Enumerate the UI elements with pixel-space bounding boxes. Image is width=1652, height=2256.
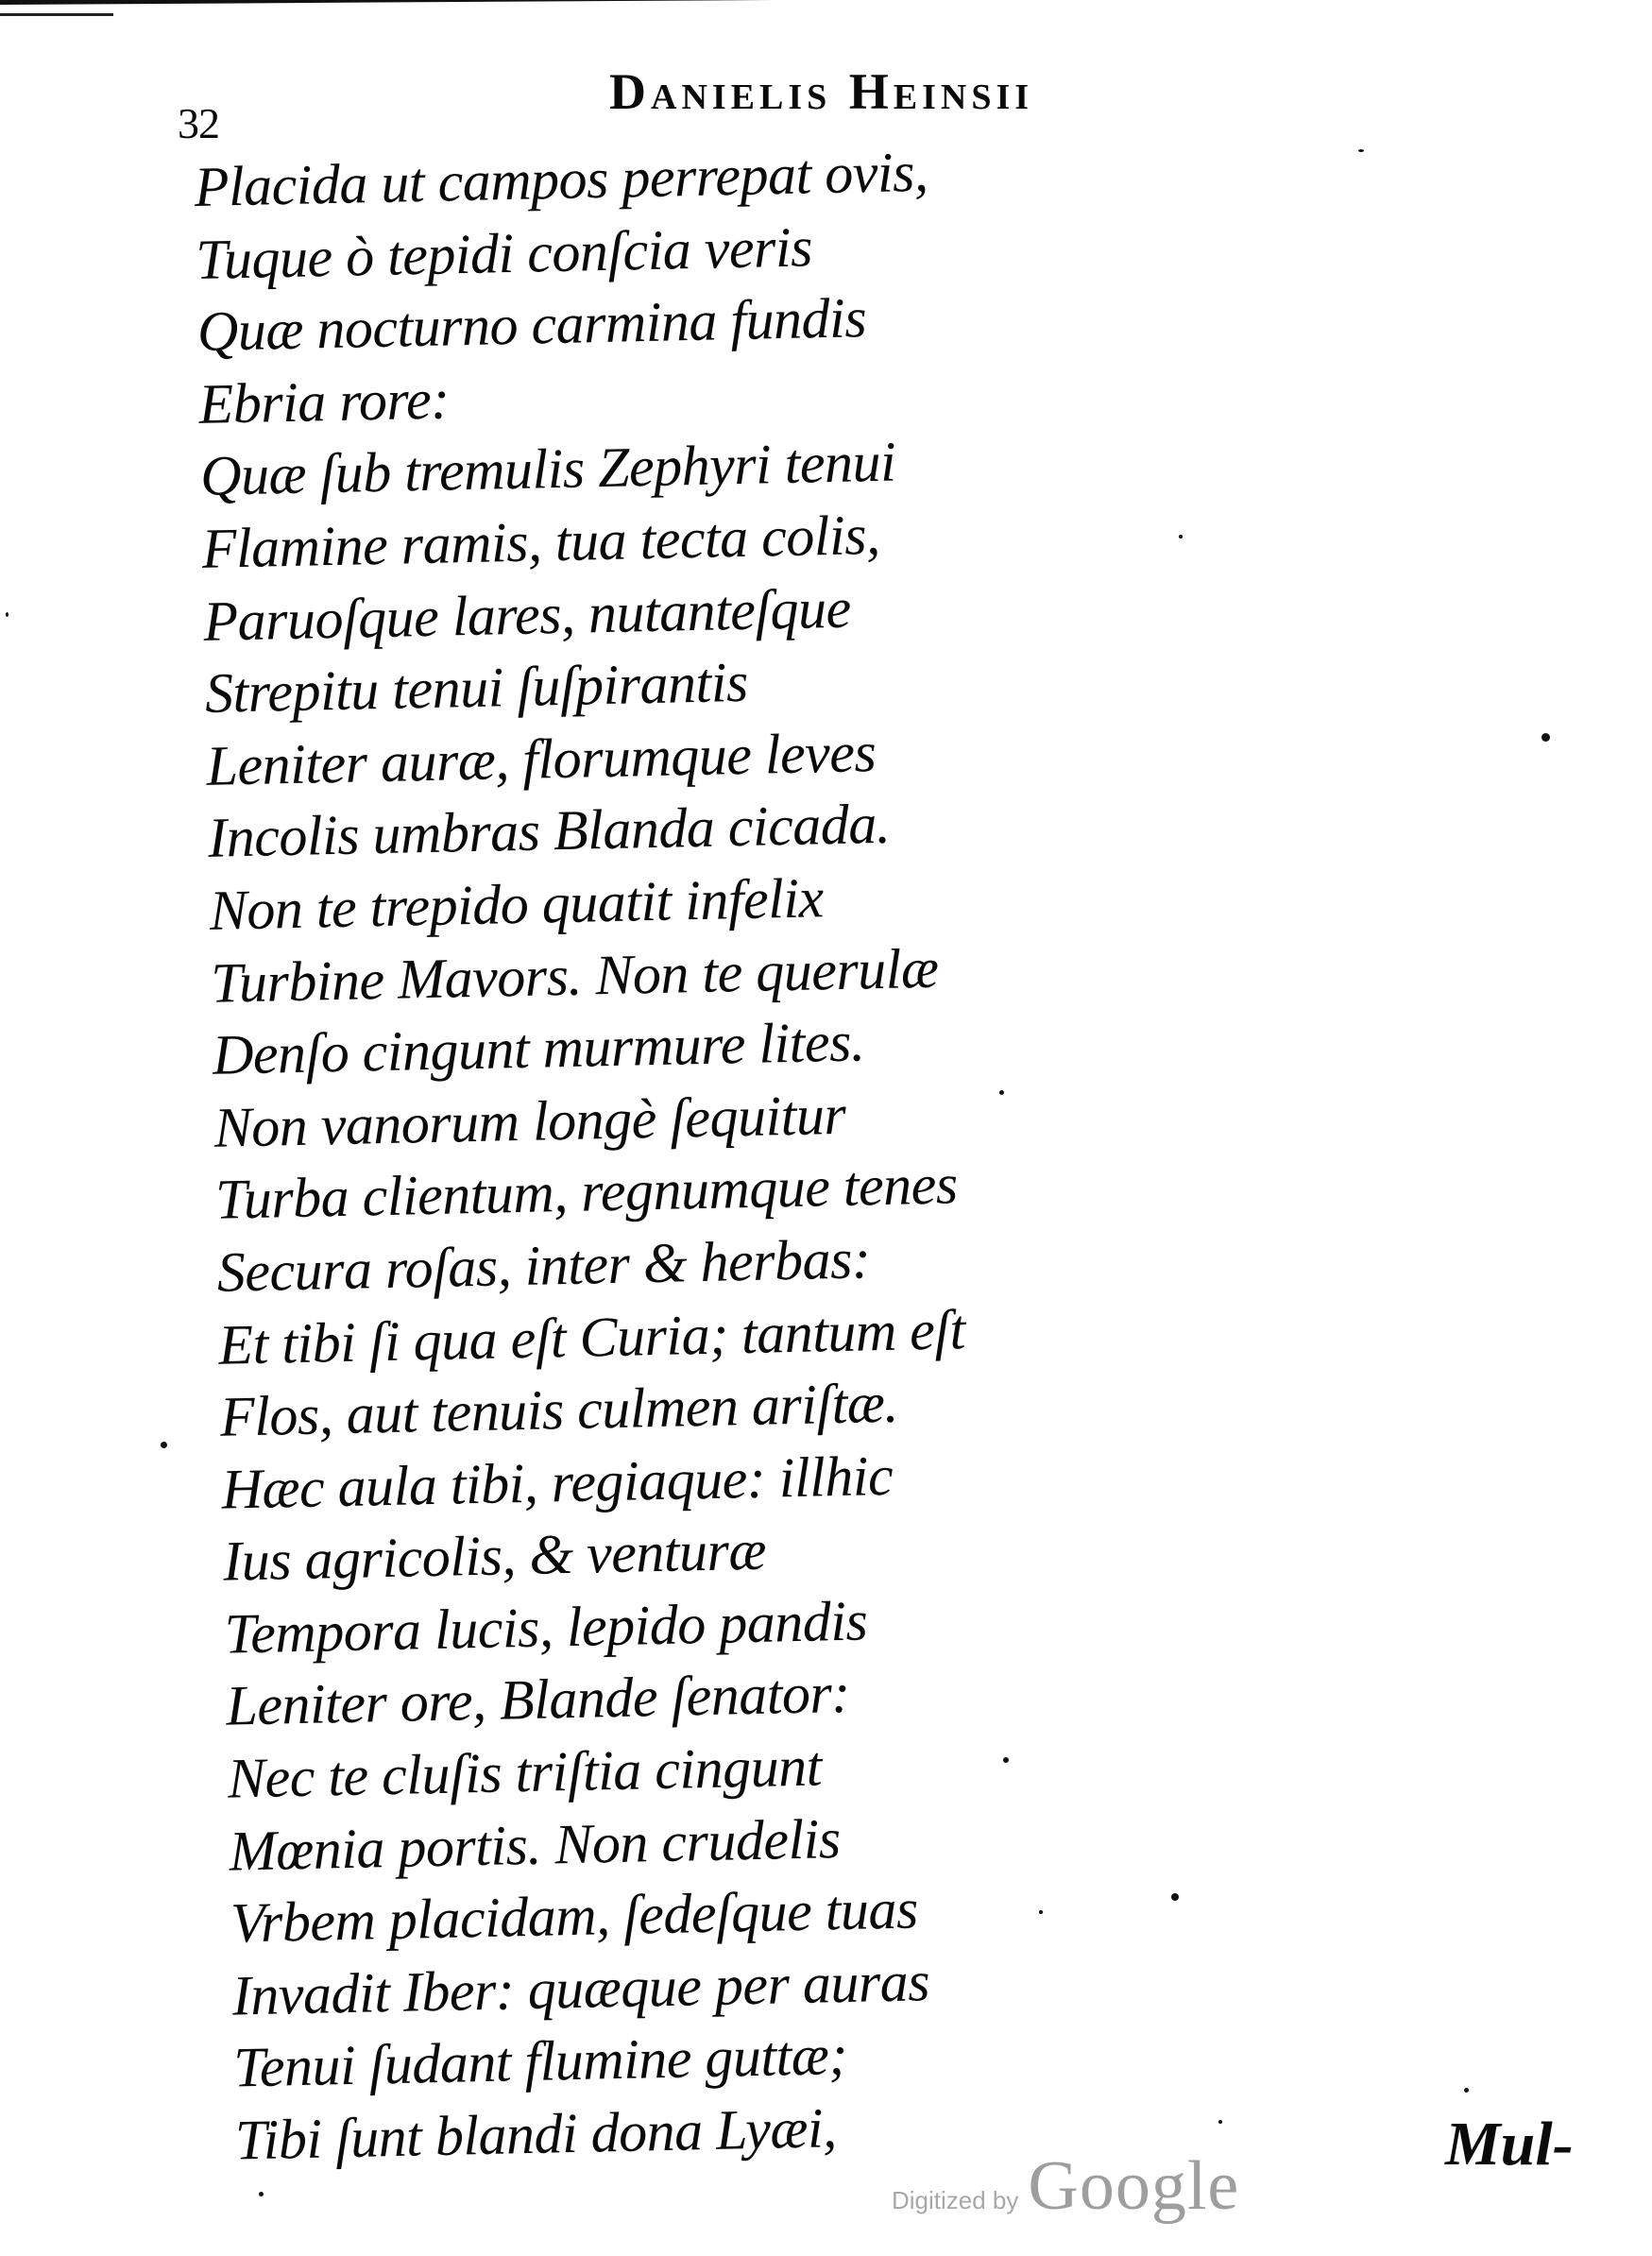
scan-speck bbox=[1218, 2120, 1222, 2124]
scan-speck bbox=[1171, 1893, 1179, 1901]
scan-speck bbox=[1541, 733, 1550, 742]
verse-line: Turbine Mavors. Non te querulæ bbox=[210, 936, 939, 1015]
verse-line: Tenui ſudant flumine guttæ; bbox=[232, 2024, 848, 2099]
scan-speck bbox=[6, 612, 9, 617]
digitized-watermark bbox=[892, 2146, 1239, 2227]
catchword: Mul- bbox=[1445, 2110, 1574, 2179]
verse-line: Turba clientum, regnumque tenes bbox=[214, 1153, 959, 1232]
scan-speck bbox=[999, 1090, 1004, 1095]
verse-line: Leniter ore, Blande ſenator: bbox=[225, 1662, 851, 1738]
verse-line: Denſo cingunt murmure lites. bbox=[212, 1010, 865, 1086]
verse-line: Vrbem placidam, ſedeſque tuas bbox=[230, 1877, 919, 1955]
verse-line: Non te trepido quatit infelix bbox=[209, 866, 825, 942]
top-rule-fragment bbox=[0, 13, 113, 16]
verse-line: Strepitu tenui ſuſpirantis bbox=[204, 650, 749, 726]
scan-speck bbox=[161, 1442, 167, 1448]
verse-line: Leniter auræ, florumque leves bbox=[205, 720, 877, 797]
google-logo-icon: Google bbox=[1028, 2147, 1240, 2225]
verse-line: Paruoſque lares, nutanteſque bbox=[202, 576, 852, 653]
verse-line: Secura roſas, inter & herbas: bbox=[216, 1227, 871, 1304]
verse-line: Quæ nocturno carmina fundis bbox=[196, 286, 867, 364]
watermark-prefix: Digitized by bbox=[892, 2186, 1019, 2214]
scan-speck bbox=[1179, 535, 1183, 538]
verse-line: Hæc aula tibi, regiaque: illhic bbox=[220, 1444, 894, 1521]
page-number: 32 bbox=[178, 99, 219, 147]
verse-line: Incolis umbras Blanda cicada. bbox=[207, 793, 891, 870]
scan-speck bbox=[1039, 1910, 1043, 1914]
scan-speck bbox=[1464, 2088, 1469, 2093]
verse-line: Nec te cluſis triſtia cingunt bbox=[227, 1735, 823, 1810]
verse-line: Non vanorum longè ſequitur bbox=[213, 1083, 846, 1159]
verse-line: Flos, aut tenuis culmen ariſtæ. bbox=[219, 1371, 899, 1448]
verse-line: Tibi ſunt blandi dona Lyæi, bbox=[234, 2096, 838, 2172]
scan-speck bbox=[1003, 1757, 1009, 1763]
verse-line: Mœnia portis. Non crudelis bbox=[228, 1806, 842, 1883]
verse-line: Et tibi ſi qua eſt Curia; tantum eſt bbox=[217, 1297, 966, 1376]
verse-line: Quæ ſub tremulis Zephyri tenui bbox=[199, 430, 896, 508]
verse-line: Ius agricolis, & venturæ bbox=[222, 1518, 767, 1593]
running-head: Danielis Heinsii bbox=[609, 63, 1034, 120]
verse-line: Flamine ramis, tua tecta colis, bbox=[201, 503, 881, 580]
scan-speck bbox=[259, 2192, 264, 2196]
verse-line: Tuque ò tepidi conſcia veris bbox=[195, 214, 813, 291]
verse-line: Invadit Iber: quæque per auras bbox=[231, 1949, 930, 2027]
verse-line: Ebria rore: bbox=[197, 367, 451, 436]
verse-text bbox=[194, 135, 982, 2177]
scan-speck bbox=[1358, 149, 1364, 152]
top-rule bbox=[0, 0, 945, 5]
verse-line: Placida ut campos perrepat ovis, bbox=[194, 140, 928, 218]
verse-line: Tempora lucis, lepido pandis bbox=[224, 1589, 868, 1666]
